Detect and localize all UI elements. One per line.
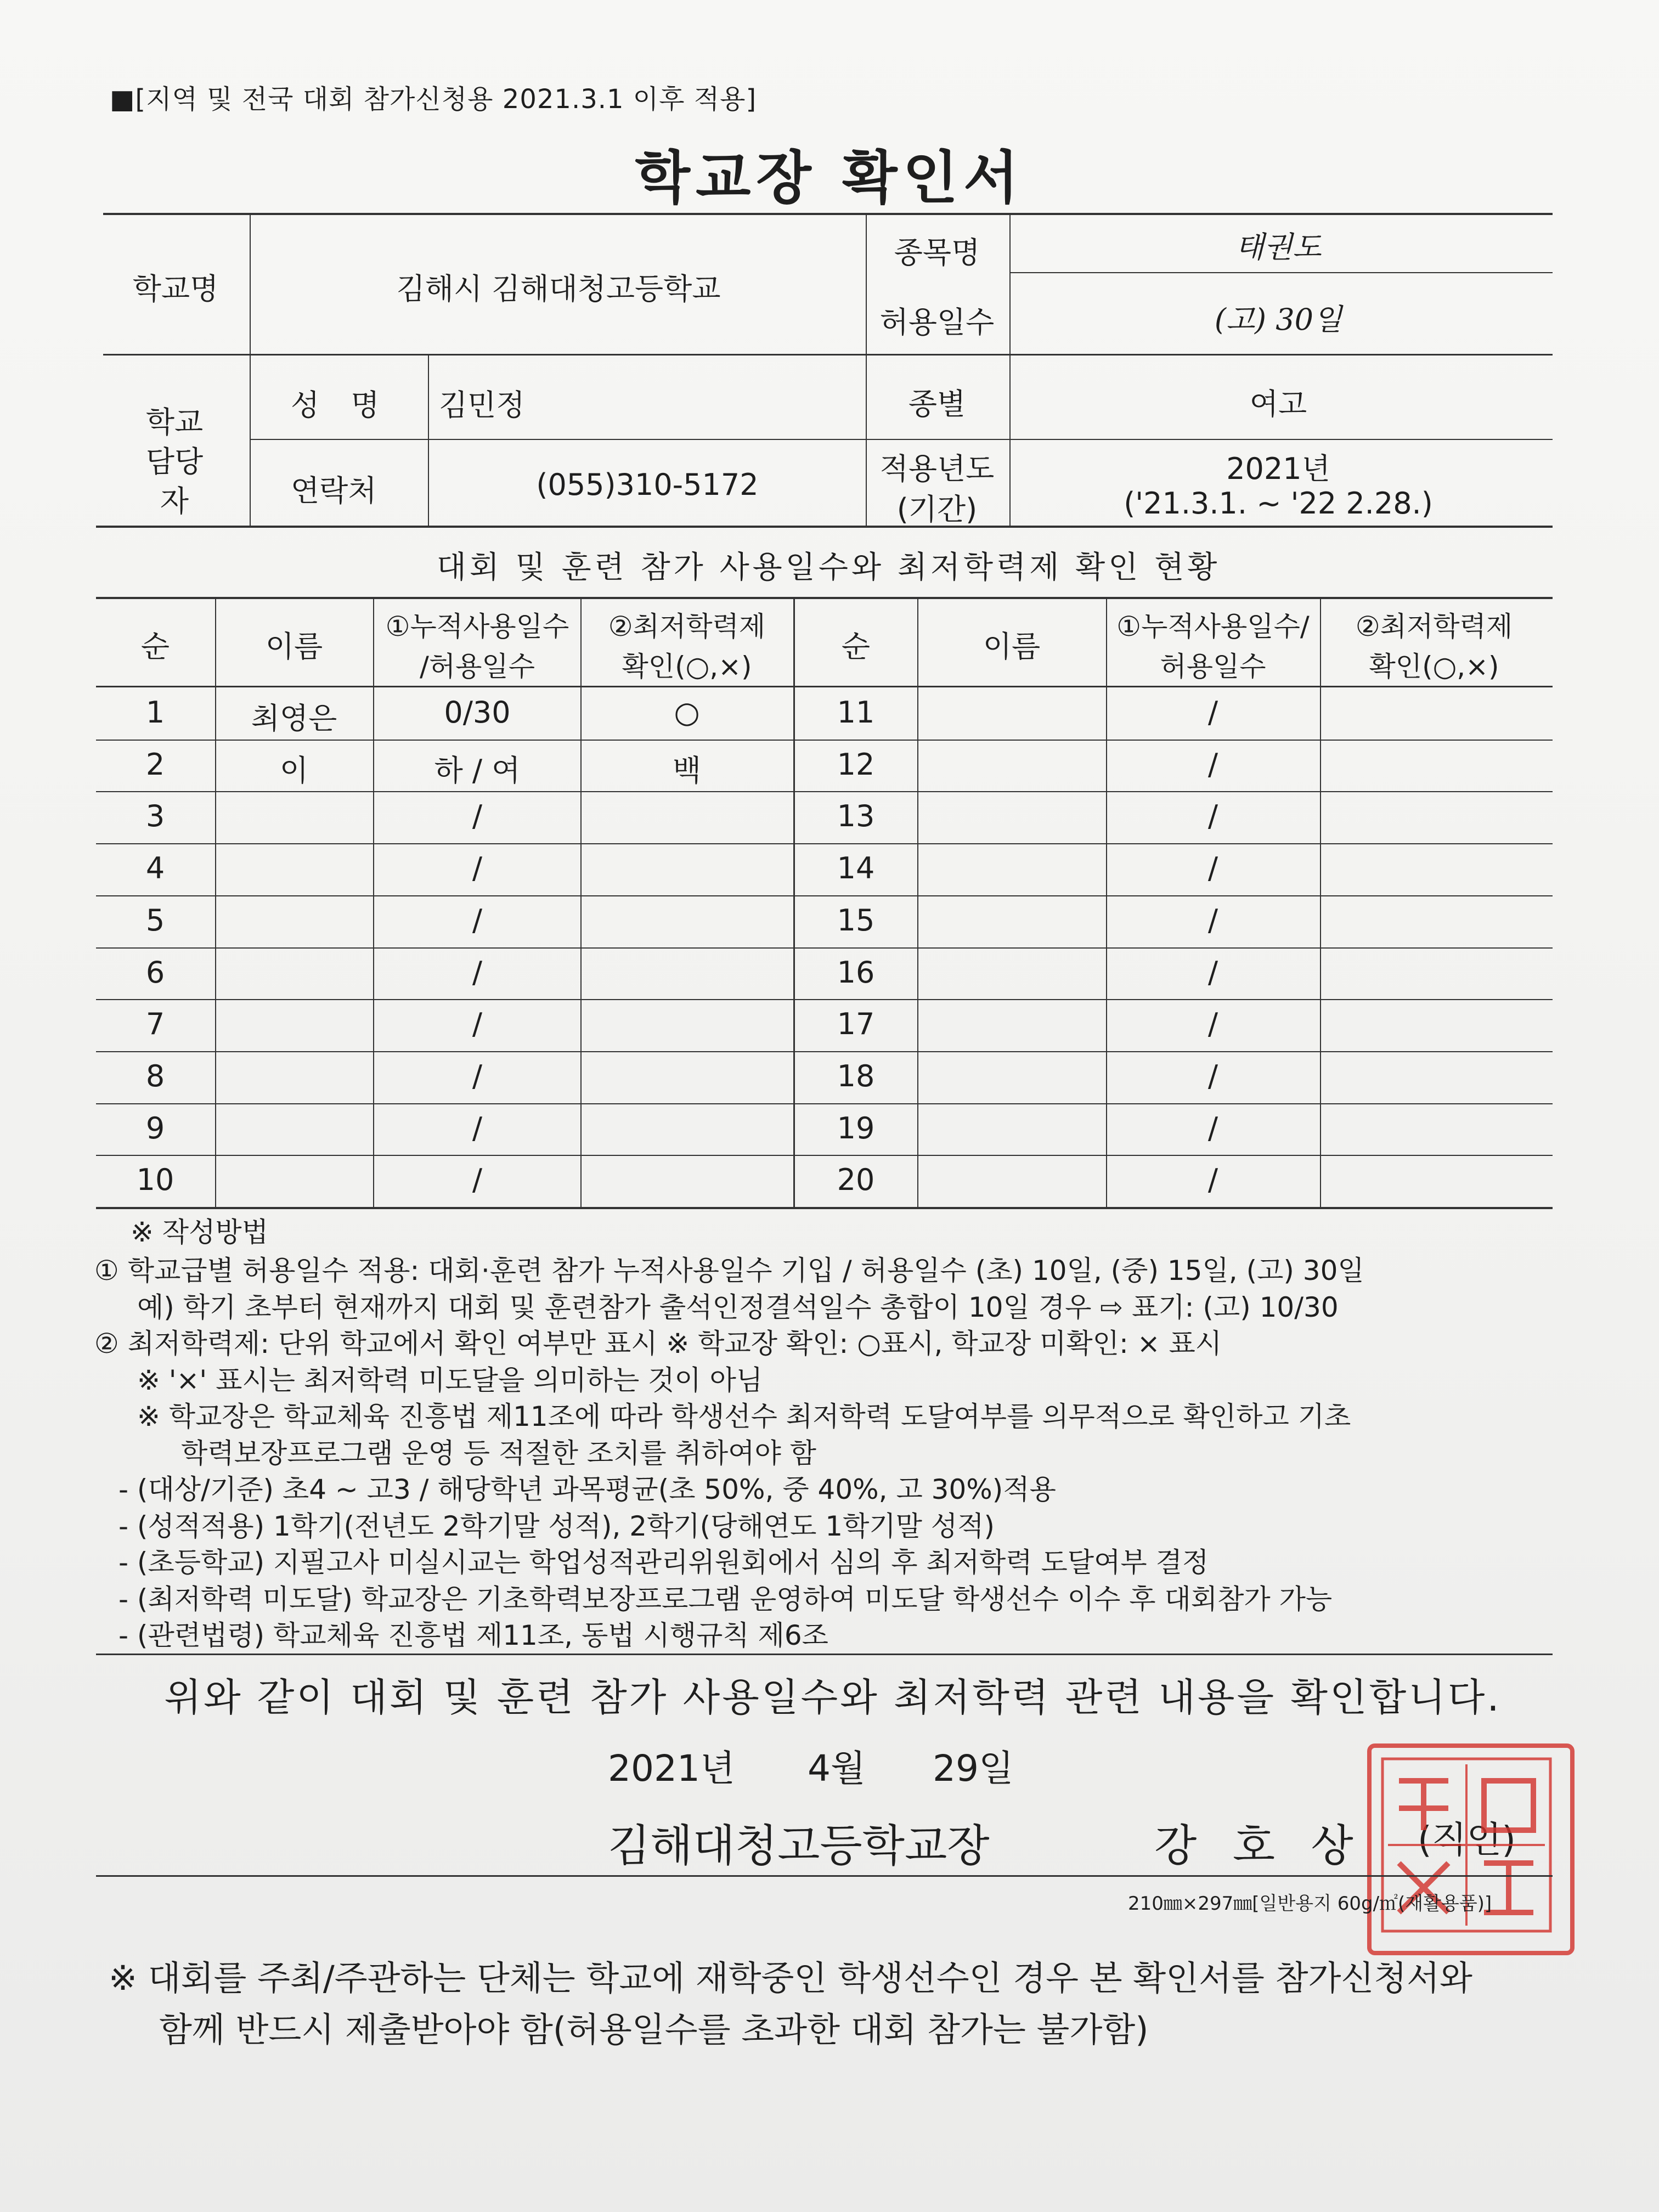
info-table-bottom-border	[96, 526, 1553, 528]
allowed-days-value: (고) 30일	[1214, 302, 1342, 337]
col-header-check: ②최저학력제	[608, 611, 766, 642]
col-header-days-right: ①누적사용일수/	[1116, 611, 1310, 642]
min-academic-check: 백	[672, 753, 702, 788]
info-table-divider	[103, 354, 1553, 356]
allowed-days-label: 허용일수	[879, 305, 995, 340]
col-header-days-sub: /허용일수	[419, 651, 535, 682]
confirmation-statement: 위와 같이 대회 및 훈련 참가 사용일수와 최저학력 관련 내용을 확인합니다.	[164, 1675, 1502, 1720]
instruction-line: ① 학교급별 허용일수 적용: 대회·훈련 참가 누적사용일수 기입 / 허용일수 (초) 10일, (중) 15일, (고) 30일	[94, 1255, 1364, 1286]
used-days-right: /	[1207, 695, 1218, 730]
row-number-right: 11	[837, 695, 875, 730]
seal-label: (직인)	[1418, 1819, 1516, 1861]
table-header-divider	[96, 686, 1553, 687]
date-month: 4월	[808, 1747, 866, 1790]
instruction-line: 학력보장프로그램 운영 등 적절한 조치를 취하여야 함	[181, 1437, 816, 1469]
used-days-right: /	[1207, 955, 1218, 990]
row-number-right: 20	[837, 1163, 875, 1197]
info-table-vline	[866, 214, 867, 526]
used-days: /	[472, 1059, 483, 1093]
info-table-vline	[1009, 214, 1011, 526]
principal-school: 김해대청고등학교장	[608, 1820, 990, 1871]
used-days: /	[472, 1111, 483, 1146]
row-number-right: 12	[837, 747, 875, 782]
row-number-right: 14	[837, 851, 875, 885]
notes-divider	[96, 1654, 1553, 1655]
used-days-right: /	[1207, 1007, 1218, 1041]
student-name: 최영은	[251, 701, 337, 736]
principal-name: 강 호 상	[1154, 1820, 1364, 1871]
used-days-right: /	[1207, 747, 1218, 782]
info-table-line	[1009, 272, 1553, 273]
instruction-line: - (초등학교) 지필고사 미실시교는 학업성적관리위원회에서 심의 후 최저학력 도달여부 결정	[119, 1547, 1209, 1578]
instruction-line: 예) 학기 초부터 현재까지 대회 및 훈련참가 출석인정결석일수 총합이 10일 경우 ⇨ 표기: (고) 10/30	[137, 1291, 1339, 1323]
form-header-note: ■[지역 및 전국 대회 참가신청용 2021.3.1 이후 적용]	[110, 84, 757, 115]
section-title: 대회 및 훈련 참가 사용일수와 최저학력제 확인 현황	[436, 550, 1221, 585]
row-number: 1	[145, 695, 165, 730]
table-row-divider	[96, 895, 1553, 896]
table-vline	[373, 598, 374, 1208]
col-header-no-right: 순	[841, 629, 871, 664]
used-days-right: /	[1207, 903, 1218, 938]
manager-name-label: 성 명	[291, 388, 391, 422]
row-number-right: 17	[837, 1007, 875, 1041]
row-number-right: 16	[837, 955, 875, 990]
used-days: 하 / 여	[434, 753, 521, 788]
used-days: 0/30	[444, 695, 511, 730]
col-header-no: 순	[140, 629, 170, 664]
used-days-right: /	[1207, 1163, 1218, 1197]
min-academic-check: ○	[674, 695, 700, 730]
contact-label: 연락처	[291, 473, 377, 508]
table-vline	[793, 598, 795, 1208]
row-number: 8	[145, 1059, 165, 1093]
col-header-name: 이름	[265, 629, 323, 664]
table-top-border	[96, 597, 1553, 599]
table-vline	[917, 598, 918, 1208]
used-days-right: /	[1207, 1111, 1218, 1146]
year-label-period: (기간)	[896, 492, 978, 527]
instruction-line: ② 최저학력제: 단위 학교에서 확인 여부만 표시 ※ 학교장 확인: ○표시, 학교장 미확인: × 표시	[94, 1328, 1222, 1359]
sport-value: 태권도	[1235, 230, 1322, 264]
table-bottom-border	[96, 1207, 1553, 1209]
table-row-divider	[96, 1051, 1553, 1052]
table-vline	[1106, 598, 1107, 1208]
student-name: 이	[279, 753, 309, 788]
used-days-right: /	[1207, 851, 1218, 885]
row-number: 2	[145, 747, 165, 782]
instruction-line: - (성적적용) 1학기(전년도 2학기말 성적), 2학기(당해연도 1학기말 성적)	[119, 1510, 995, 1542]
instruction-line: - (관련법령) 학교체육 진흥법 제11조, 동법 시행규칙 제6조	[119, 1620, 828, 1651]
instruction-line: - (대상/기준) 초4 ~ 고3 / 해당학년 과목평균(초 50%, 중 40%, 고 30%)적용	[119, 1474, 1056, 1505]
col-header-days-right-sub: 허용일수	[1160, 651, 1266, 682]
row-number: 6	[145, 955, 165, 990]
row-number-right: 13	[837, 799, 875, 833]
school-manager-label: 학교 담당자	[145, 405, 204, 518]
table-row-divider	[96, 791, 1553, 792]
row-number: 7	[145, 1007, 165, 1041]
used-days: /	[472, 1007, 483, 1041]
row-number-right: 19	[837, 1111, 875, 1146]
year-period-value: ('21.3.1. ~ '22 2.28.)	[1124, 486, 1433, 521]
row-number-right: 15	[837, 903, 875, 938]
signature-divider	[96, 1875, 1553, 1877]
used-days: /	[472, 799, 483, 833]
info-table-vline	[250, 214, 251, 354]
paper-spec: 210㎜×297㎜[일반용지 60g/㎡(재활용품)]	[1128, 1893, 1492, 1915]
row-number: 4	[145, 851, 165, 885]
info-table-vline	[250, 356, 251, 526]
date-day: 29일	[933, 1747, 1014, 1790]
table-row-divider	[96, 1155, 1553, 1156]
contact-value: (055)310-5172	[536, 467, 759, 502]
row-number: 9	[145, 1111, 165, 1146]
table-row-divider	[96, 1103, 1553, 1104]
table-row-divider	[96, 999, 1553, 1000]
footer-note-line-2: 함께 반드시 제출받아야 함(허용일수를 초과한 대회 참가는 불가함)	[159, 2010, 1149, 2050]
col-header-days: ①누적사용일수	[385, 611, 569, 642]
table-row-divider	[96, 947, 1553, 949]
info-table-vline	[428, 356, 429, 526]
instructions-heading: ※ 작성방법	[131, 1216, 268, 1248]
table-row-divider	[96, 740, 1553, 741]
used-days-right: /	[1207, 1059, 1218, 1093]
col-header-check-sub: 확인(○,×)	[622, 651, 752, 682]
table-vline	[580, 598, 582, 1208]
official-seal-stamp	[1367, 1743, 1575, 1955]
info-table-line	[250, 439, 1553, 440]
sport-label: 종목명	[894, 235, 980, 270]
used-days: /	[472, 851, 483, 885]
table-vline	[215, 598, 216, 1208]
row-number: 10	[136, 1163, 174, 1197]
instruction-line: ※ '×' 표시는 최저학력 미도달을 의미하는 것이 아님	[137, 1364, 763, 1396]
info-table-top-border	[103, 213, 1553, 215]
school-name-value: 김해시 김해대청고등학교	[396, 272, 721, 306]
table-vline	[1320, 598, 1321, 1208]
year-label: 적용년도	[879, 452, 995, 486]
manager-name-value: 김민정	[439, 388, 525, 422]
used-days-right: /	[1207, 799, 1218, 833]
col-header-check-right-sub: 확인(○,×)	[1369, 651, 1499, 682]
gender-value: 여고	[1249, 387, 1307, 421]
gender-label: 종별	[908, 387, 966, 421]
school-name-label: 학교명	[132, 272, 219, 306]
instruction-line: - (최저학력 미도달) 학교장은 기초학력보장프로그램 운영하여 미도달 학생선수 이수 후 대회참가 가능	[119, 1583, 1333, 1615]
used-days: /	[472, 955, 483, 990]
col-header-name-right: 이름	[983, 629, 1041, 664]
instruction-line: ※ 학교장은 학교체육 진흥법 제11조에 따라 학생선수 최저학력 도달여부를 의무적으로 확인하고 기초	[137, 1401, 1351, 1432]
page-title: 학교장 확인서	[635, 144, 1024, 211]
used-days: /	[472, 903, 483, 938]
used-days: /	[472, 1163, 483, 1197]
row-number: 5	[145, 903, 165, 938]
footer-note-line-1: ※ 대회를 주최/주관하는 단체는 학교에 재학중인 학생선수인 경우 본 확인서를 참가신청서와	[109, 1958, 1472, 1998]
date-year: 2021년	[608, 1747, 735, 1790]
row-number: 3	[145, 799, 165, 833]
table-row-divider	[96, 843, 1553, 844]
year-value: 2021년	[1226, 452, 1330, 486]
row-number-right: 18	[837, 1059, 875, 1093]
col-header-check-right: ②최저학력제	[1355, 611, 1513, 642]
